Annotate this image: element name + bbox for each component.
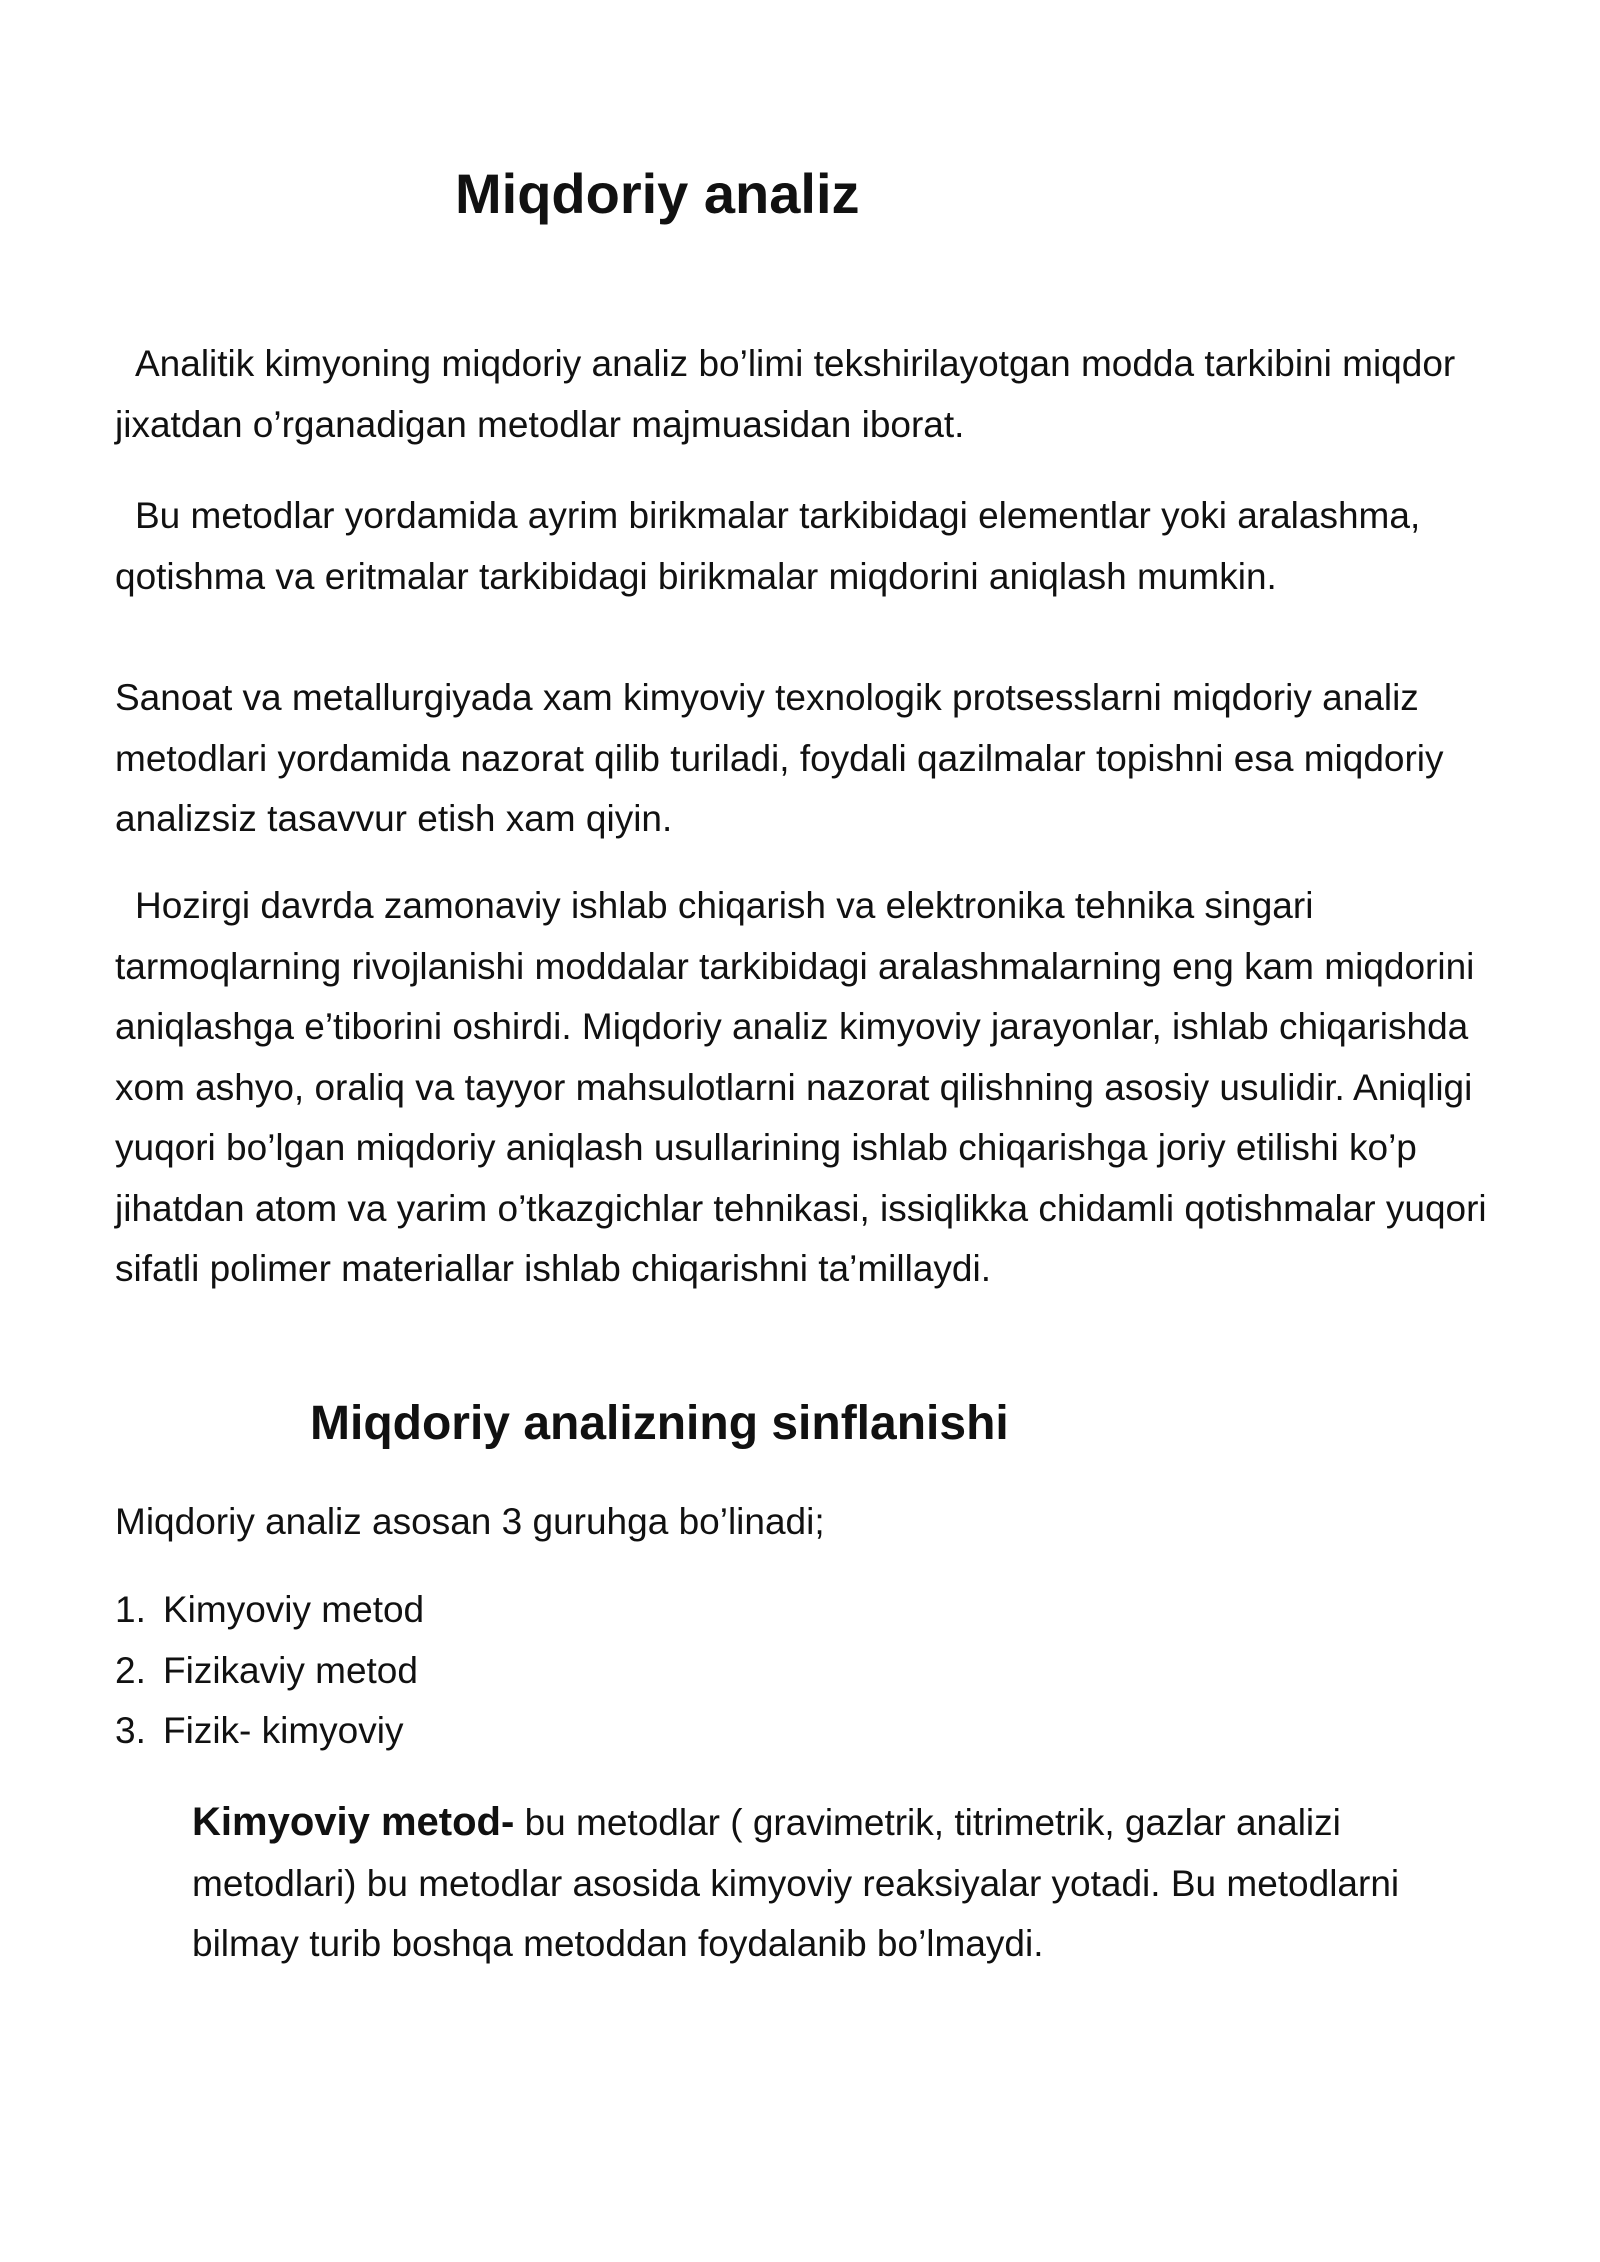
paragraph-2	[115, 486, 1505, 607]
list-label: Fizikaviy metod	[163, 1649, 418, 1691]
list-label: Kimyoviy metod	[163, 1589, 425, 1630]
page-title: Miqdoriy analiz	[455, 162, 860, 225]
list-item	[115, 1641, 424, 1702]
paragraph-1-text: Analitik kimyoning miqdoriy analiz bo’limi tekshirilayotgan modda tarkibini miqdor jixatdan o’rganadigan metodlar majmuasidan iborat.	[115, 343, 1456, 445]
list-item	[115, 1701, 424, 1762]
paragraph-3: Sanoat va metallurgiyada xam kimyoviy texnologik protsesslarni miqdoriy analiz metodlari yordamida nazorat qilib turiladi, foydali qazilmalar topishni esa miqdoriy analizsiz tasavvur etish xam qiyin.	[115, 677, 1444, 839]
list-item	[115, 1580, 424, 1641]
definition-term: Kimyoviy metod-	[192, 1800, 515, 1844]
paragraph-4-text: Hozirgi davrda zamonaviy ishlab chiqarish va elektronika tehnika singari tarmoqlarning rivojlanishi moddalar tarkibidagi aralashmalarning eng kam miqdorini aniqlashga e’tiborini oshirdi. Miqdoriy analiz kimyoviy jarayonlar, ishlab chiqarishda xom ashyo, oraliq va tayyor mahsulotlarni nazorat qilishning asosiy usulidir. Aniqligi yuqori bo’lgan miqdoriy aniqlash usullarining ishlab chiqarishga joriy etilishi ko’p jihatdan atom va yarim o’tkazgichlar tehnikasi, issiqlikka chidamli qotishmalar yuqori sifatli polimer materiallar ishlab chiqarishni ta’millaydi.	[115, 885, 1487, 1289]
section-title: Miqdoriy analizning sinflanishi	[310, 1397, 1009, 1450]
list-number: 2.	[115, 1649, 146, 1691]
intro-text: Miqdoriy analiz asosan 3 guruhga bo’linadi;	[115, 1501, 825, 1542]
paragraph-1	[115, 334, 1505, 455]
paragraph-4	[115, 876, 1505, 1300]
definition-paragraph	[192, 1792, 1482, 1975]
list-number: 1.	[115, 1589, 146, 1630]
methods-list	[115, 1580, 424, 1762]
definition-text: bu metodlar ( gravimetrik, titrimetrik, gazlar analizi metodlari) bu metodlar asosida kimyoviy reaksiyalar yotadi. Bu metodlarni bilmay turib boshqa metoddan foydalanib bo’lmaydi.	[192, 1802, 1400, 1964]
list-label: Fizik- kimyoviy	[163, 1710, 404, 1751]
list-number: 3.	[115, 1710, 146, 1751]
paragraph-2-text: Bu metodlar yordamida ayrim birikmalar tarkibidagi elementlar yoki aralashma, qotishma va eritmalar tarkibidagi birikmalar miqdorini aniqlash mumkin.	[115, 495, 1421, 597]
